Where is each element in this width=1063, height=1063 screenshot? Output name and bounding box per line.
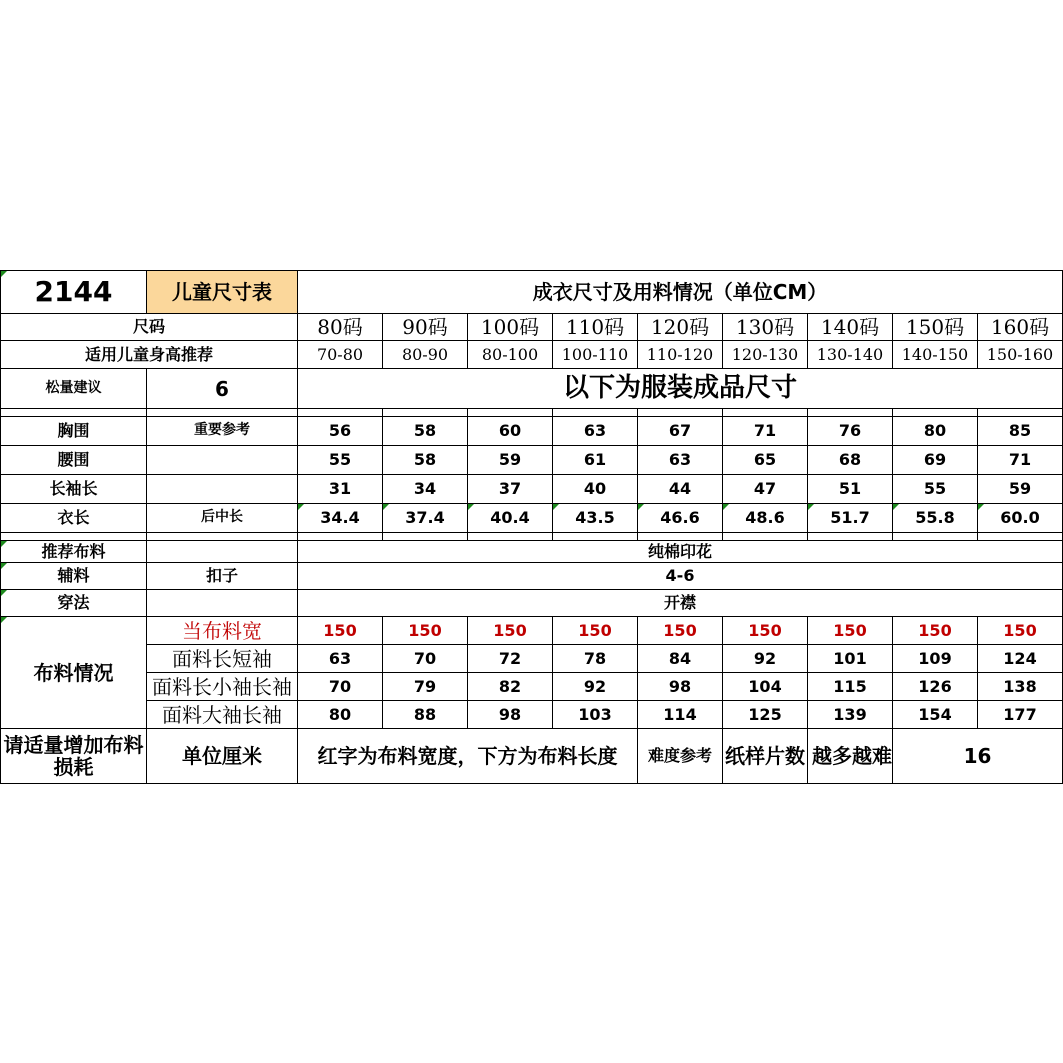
size-cell: 90码 [383, 314, 468, 341]
size-cell: 80码 [298, 314, 383, 341]
measurement-value: 76 [808, 417, 893, 446]
measurement-value: 63 [553, 417, 638, 446]
spacer-cell [147, 533, 298, 541]
spacer-cell [893, 533, 978, 541]
measurement-value: 71 [723, 417, 808, 446]
measurement-value: 59 [978, 475, 1063, 504]
measurement-label: 衣长 [1, 504, 147, 533]
fabric-width-label: 当布料宽 [147, 617, 298, 645]
measurement-value: 69 [893, 446, 978, 475]
height-cell: 150-160 [978, 341, 1063, 369]
spacer-cell [978, 409, 1063, 417]
measurement-row [1, 417, 1063, 446]
size-cell: 130码 [723, 314, 808, 341]
size-cell: 160码 [978, 314, 1063, 341]
measurement-value: 55 [298, 446, 383, 475]
measurement-label: 长袖长 [1, 475, 147, 504]
fabric-length-value: 79 [383, 673, 468, 701]
fabric-length-value: 101 [808, 645, 893, 673]
spacer-cell [1, 409, 147, 417]
measurement-label: 胸围 [1, 417, 147, 446]
size-cell: 110码 [553, 314, 638, 341]
measurement-value: 51 [808, 475, 893, 504]
fabric-length-value: 72 [468, 645, 553, 673]
spacer-cell [808, 533, 893, 541]
measurement-row [1, 504, 1063, 533]
measurement-note [147, 446, 298, 475]
info-label: 辅料 [1, 563, 147, 590]
size-cell: 140码 [808, 314, 893, 341]
spacer-cell [638, 533, 723, 541]
measurement-value: 60.0 [978, 504, 1063, 533]
spacer-cell [638, 409, 723, 417]
fabric-length-value: 70 [383, 645, 468, 673]
measurement-row [1, 446, 1063, 475]
measurement-value: 48.6 [723, 504, 808, 533]
measurement-value: 56 [298, 417, 383, 446]
spacer-cell [147, 409, 298, 417]
fabric-length-label: 面料大袖长袖 [147, 701, 298, 729]
measurement-value: 34 [383, 475, 468, 504]
measurement-value: 58 [383, 417, 468, 446]
loss-note: 请适量增加布料损耗 [1, 729, 147, 784]
measurement-value: 43.5 [553, 504, 638, 533]
measurement-note [147, 475, 298, 504]
height-cell: 70-80 [298, 341, 383, 369]
difficulty-label: 难度参考 [638, 729, 723, 784]
spacer-cell [723, 409, 808, 417]
info-note: 扣子 [147, 563, 298, 590]
measurement-row [1, 475, 1063, 504]
measurement-value: 58 [383, 446, 468, 475]
fabric-length-value: 92 [553, 673, 638, 701]
fabric-length-value: 109 [893, 645, 978, 673]
spacer-row [1, 409, 1063, 417]
info-row [1, 541, 1063, 563]
measurement-note: 后中长 [147, 504, 298, 533]
info-row [1, 590, 1063, 617]
fabric-length-value: 114 [638, 701, 723, 729]
height-cell: 80-100 [468, 341, 553, 369]
fabric-length-value: 88 [383, 701, 468, 729]
chart-subtitle: 成衣尺寸及用料情况（单位CM） [298, 271, 1063, 314]
spacer-cell [298, 533, 383, 541]
measurement-value: 80 [893, 417, 978, 446]
fabric-length-row [1, 673, 1063, 701]
ease-label: 松量建议 [1, 369, 147, 409]
unit-note: 单位厘米 [147, 729, 298, 784]
info-note [147, 590, 298, 617]
fabric-length-label: 面料长小袖长袖 [147, 673, 298, 701]
measurement-value: 85 [978, 417, 1063, 446]
spacer-cell [383, 533, 468, 541]
size-label: 尺码 [1, 314, 298, 341]
measurement-value: 63 [638, 446, 723, 475]
spacer-cell [468, 533, 553, 541]
fabric-length-value: 125 [723, 701, 808, 729]
fabric-width-value: 150 [553, 617, 638, 645]
spacer-cell [978, 533, 1063, 541]
size-chart-table [0, 270, 1063, 784]
measurement-value: 60 [468, 417, 553, 446]
size-cell: 120码 [638, 314, 723, 341]
fabric-length-value: 92 [723, 645, 808, 673]
fabric-width-value: 150 [383, 617, 468, 645]
fabric-width-value: 150 [893, 617, 978, 645]
fabric-length-value: 139 [808, 701, 893, 729]
fabric-length-value: 78 [553, 645, 638, 673]
spacer-cell [893, 409, 978, 417]
info-note [147, 541, 298, 563]
fabric-length-value: 103 [553, 701, 638, 729]
header-row [1, 271, 1063, 314]
measurement-value: 46.6 [638, 504, 723, 533]
measurement-value: 68 [808, 446, 893, 475]
measurement-value: 40.4 [468, 504, 553, 533]
fabric-width-value: 150 [808, 617, 893, 645]
measurement-value: 47 [723, 475, 808, 504]
fabric-width-value: 150 [978, 617, 1063, 645]
spacer-cell [553, 533, 638, 541]
measurement-value: 59 [468, 446, 553, 475]
fabric-length-value: 98 [468, 701, 553, 729]
info-value: 纯棉印花 [298, 541, 1063, 563]
info-label: 穿法 [1, 590, 147, 617]
fabric-length-value: 126 [893, 673, 978, 701]
fabric-width-value: 150 [638, 617, 723, 645]
fabric-label: 布料情况 [1, 617, 147, 729]
fabric-width-value: 150 [723, 617, 808, 645]
height-cell: 80-90 [383, 341, 468, 369]
color-explain-note: 红字为布料宽度，下方为布料长度 [298, 729, 638, 784]
measurement-value: 55 [893, 475, 978, 504]
spacer-cell [1, 533, 147, 541]
footer-row [1, 729, 1063, 784]
info-value: 开襟 [298, 590, 1063, 617]
fabric-length-value: 63 [298, 645, 383, 673]
fabric-width-value: 150 [468, 617, 553, 645]
finished-size-banner: 以下为服装成品尺寸 [298, 369, 1063, 409]
measurement-value: 37 [468, 475, 553, 504]
fabric-length-value: 138 [978, 673, 1063, 701]
ease-value: 6 [147, 369, 298, 409]
harder-note: 越多越难 [808, 729, 893, 784]
fabric-length-value: 80 [298, 701, 383, 729]
height-cell: 100-110 [553, 341, 638, 369]
chart-title: 儿童尺寸表 [147, 271, 298, 314]
measurement-value: 55.8 [893, 504, 978, 533]
info-label: 推荐布料 [1, 541, 147, 563]
height-label: 适用儿童身高推荐 [1, 341, 298, 369]
fabric-length-row [1, 645, 1063, 673]
spacer-row [1, 533, 1063, 541]
measurement-value: 31 [298, 475, 383, 504]
style-code: 2144 [1, 271, 147, 314]
measurement-value: 34.4 [298, 504, 383, 533]
size-cell: 100码 [468, 314, 553, 341]
fabric-length-value: 82 [468, 673, 553, 701]
pattern-piece-count: 16 [893, 729, 1063, 784]
spacer-cell [383, 409, 468, 417]
fabric-width-value: 150 [298, 617, 383, 645]
height-cell: 110-120 [638, 341, 723, 369]
measurement-value: 61 [553, 446, 638, 475]
measurement-value: 37.4 [383, 504, 468, 533]
info-value: 4-6 [298, 563, 1063, 590]
fabric-length-value: 104 [723, 673, 808, 701]
fabric-length-value: 124 [978, 645, 1063, 673]
spacer-cell [468, 409, 553, 417]
fabric-length-value: 177 [978, 701, 1063, 729]
fabric-length-value: 115 [808, 673, 893, 701]
height-row [1, 341, 1063, 369]
ease-row [1, 369, 1063, 409]
fabric-length-value: 98 [638, 673, 723, 701]
measurement-label: 腰围 [1, 446, 147, 475]
spacer-cell [723, 533, 808, 541]
measurement-note: 重要参考 [147, 417, 298, 446]
info-row [1, 563, 1063, 590]
fabric-length-value: 154 [893, 701, 978, 729]
measurement-value: 65 [723, 446, 808, 475]
spacer-cell [553, 409, 638, 417]
measurement-value: 44 [638, 475, 723, 504]
measurement-value: 51.7 [808, 504, 893, 533]
height-cell: 140-150 [893, 341, 978, 369]
measurement-value: 71 [978, 446, 1063, 475]
measurement-value: 40 [553, 475, 638, 504]
size-row [1, 314, 1063, 341]
fabric-length-label: 面料长短袖 [147, 645, 298, 673]
fabric-width-row [1, 617, 1063, 645]
spacer-cell [808, 409, 893, 417]
measurement-value: 67 [638, 417, 723, 446]
height-cell: 120-130 [723, 341, 808, 369]
spacer-cell [298, 409, 383, 417]
fabric-length-value: 70 [298, 673, 383, 701]
height-cell: 130-140 [808, 341, 893, 369]
pieces-label: 纸样片数 [723, 729, 808, 784]
size-cell: 150码 [893, 314, 978, 341]
fabric-length-row [1, 701, 1063, 729]
fabric-length-value: 84 [638, 645, 723, 673]
